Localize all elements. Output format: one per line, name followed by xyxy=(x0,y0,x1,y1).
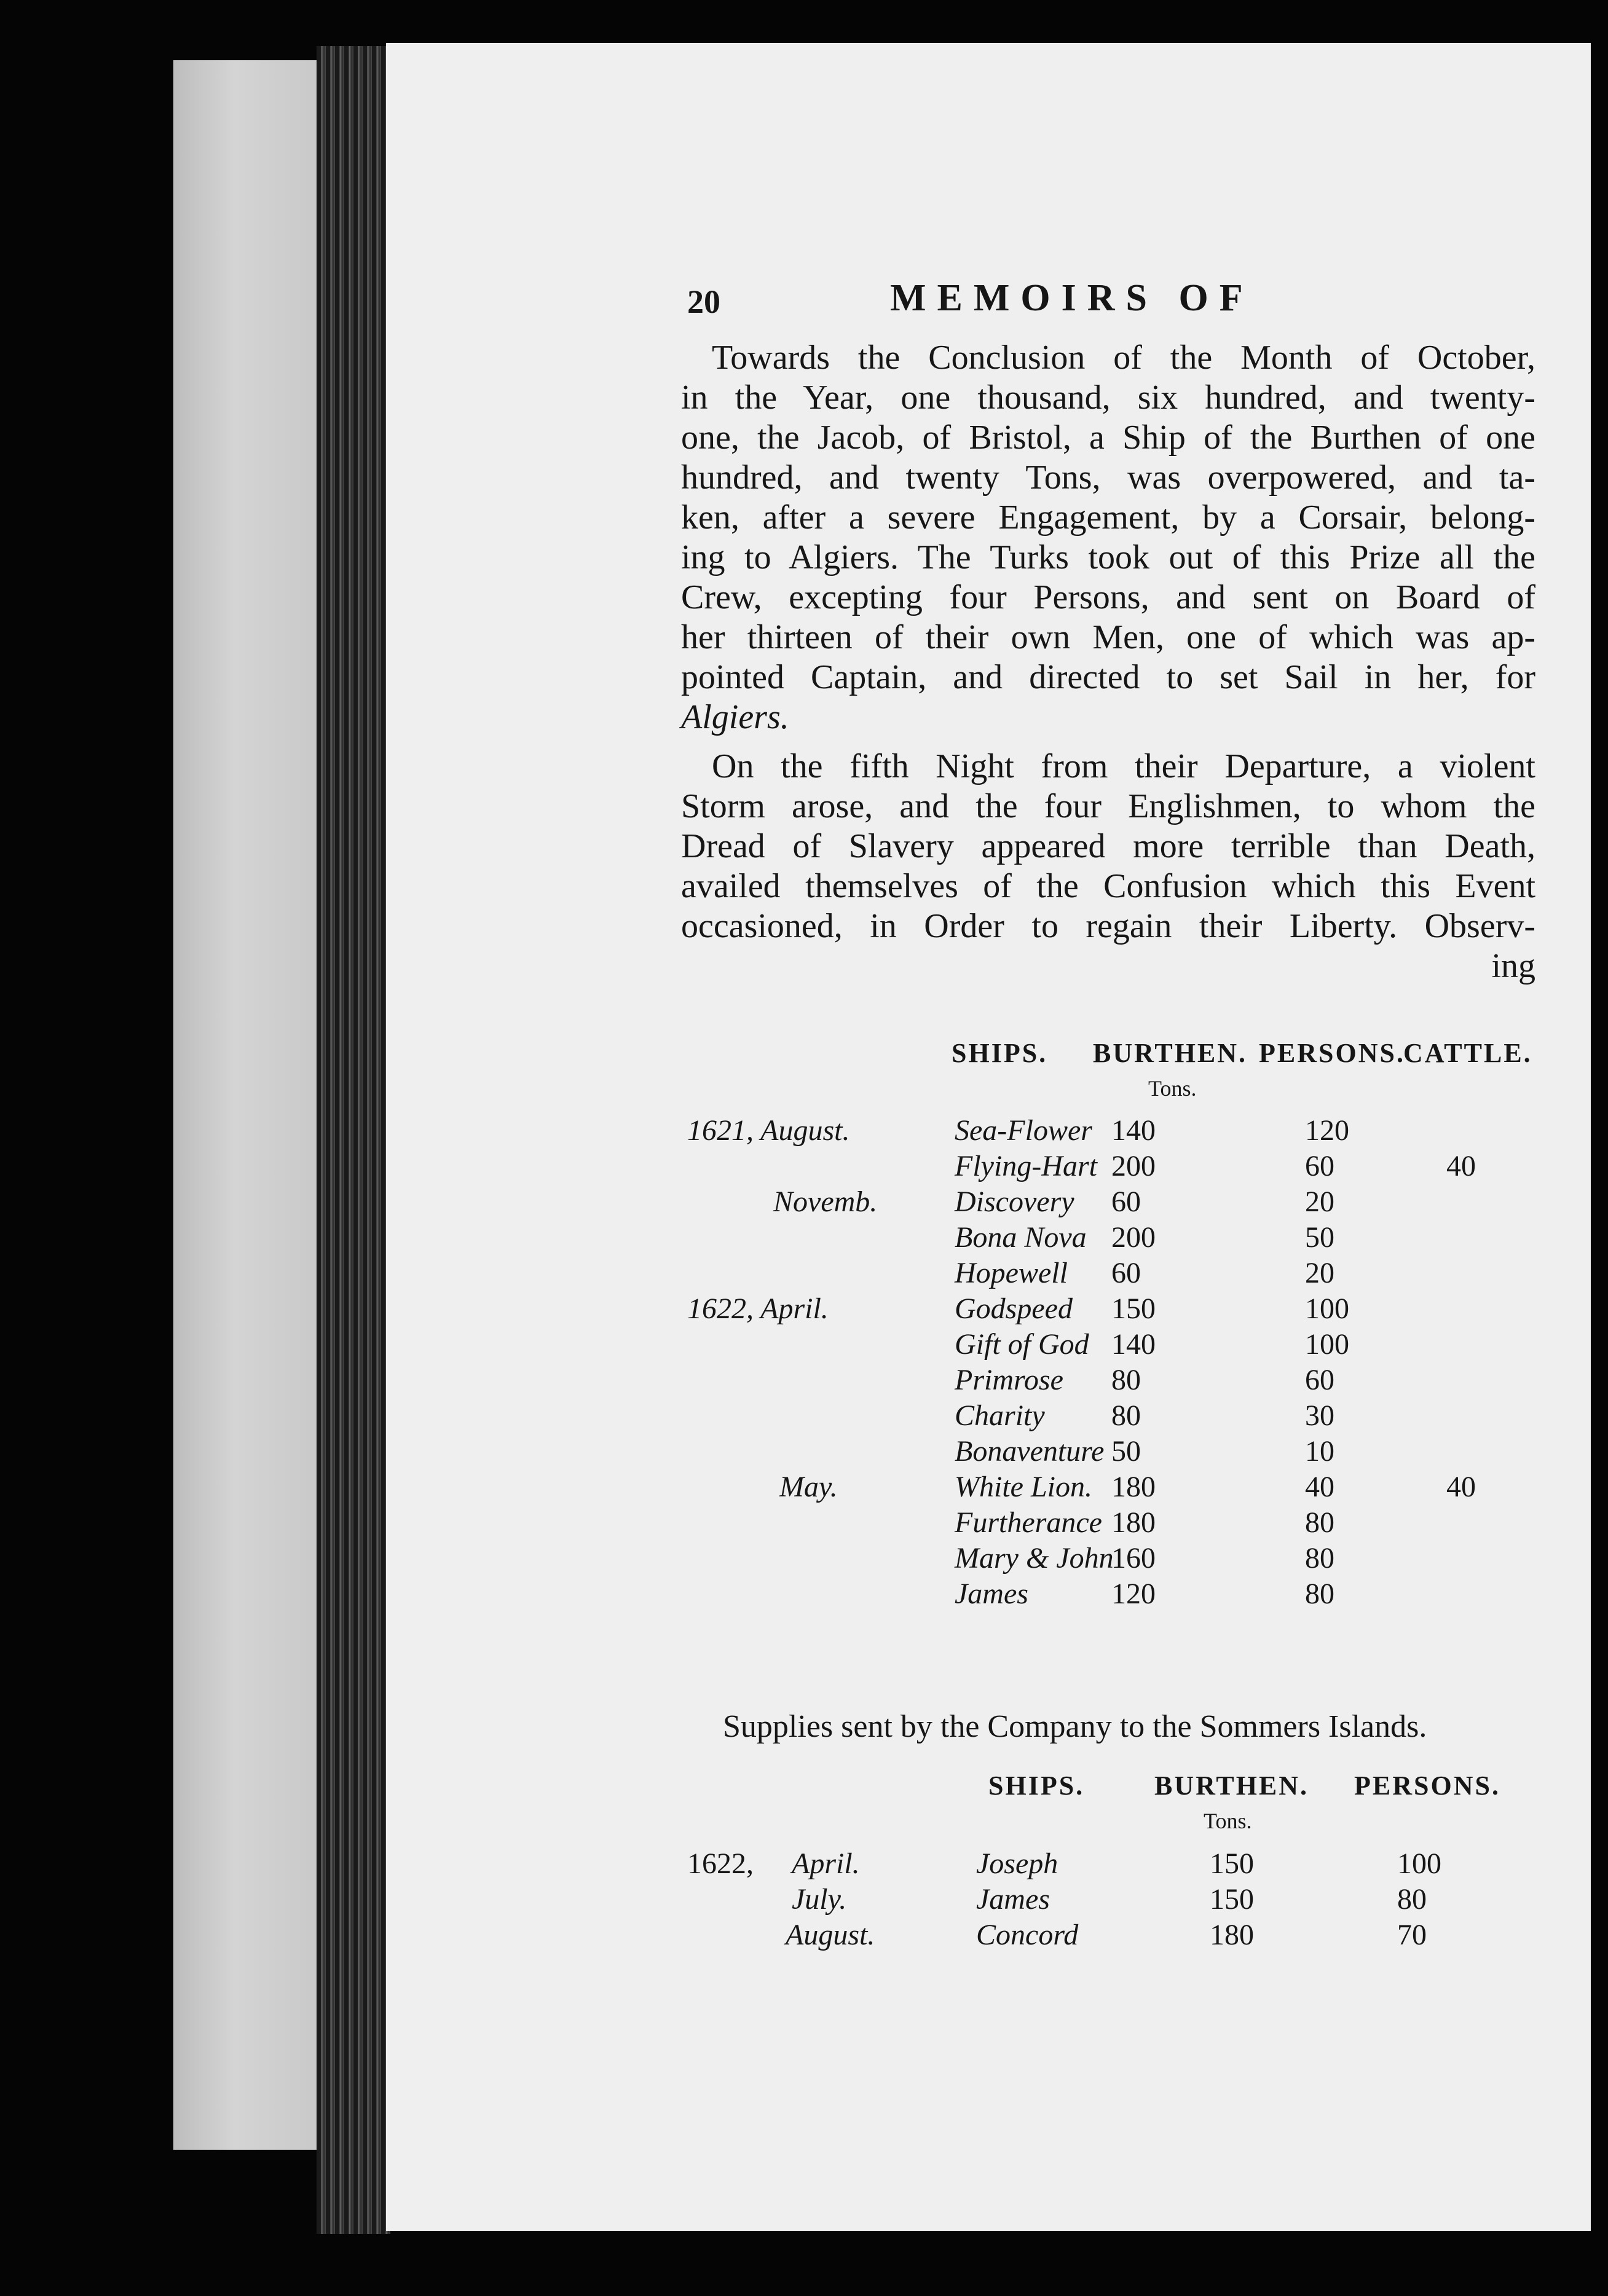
row-persons: 80 xyxy=(1305,1506,1334,1539)
book-page xyxy=(386,43,1591,2231)
row-month: April. xyxy=(792,1847,860,1880)
text-line: On the fifth Night from their Departure, a violent xyxy=(712,747,1535,785)
header-burthen: BURTHEN. xyxy=(1093,1038,1248,1068)
row-ship: Flying-Hart xyxy=(955,1150,1097,1182)
text-line: Crew, excepting four Persons, and sent on Board of xyxy=(681,578,1535,616)
text-line: Dread of Slavery appeared more terrible than Death, xyxy=(681,827,1535,865)
header-ships: SHIPS. xyxy=(988,1771,1085,1801)
book-binding xyxy=(317,46,390,2234)
row-ship: White Lion. xyxy=(955,1471,1092,1503)
row-month: August. xyxy=(786,1919,875,1951)
row-ship: Furtherance xyxy=(955,1506,1102,1539)
row-burthen: 180 xyxy=(1111,1471,1156,1503)
row-burthen: 150 xyxy=(1210,1883,1254,1916)
row-burthen: 50 xyxy=(1111,1435,1141,1468)
row-persons: 80 xyxy=(1397,1883,1427,1916)
row-burthen: 150 xyxy=(1210,1847,1254,1880)
page-number: 20 xyxy=(687,283,720,320)
text-line: Storm arose, and the four Englishmen, to whom the xyxy=(681,787,1535,825)
text-line: ken, after a severe Engagement, by a Corsair, belong- xyxy=(681,498,1535,537)
running-title: MEMOIRS OF xyxy=(890,277,1254,319)
text-line: availed themselves of the Confusion which this Event xyxy=(681,867,1535,905)
row-ship: Sea-Flower xyxy=(955,1114,1092,1147)
row-persons: 40 xyxy=(1305,1471,1334,1503)
row-ship: Charity xyxy=(955,1399,1045,1432)
row-ship: Godspeed xyxy=(955,1292,1073,1325)
row-persons: 30 xyxy=(1305,1399,1334,1432)
row-persons: 60 xyxy=(1305,1364,1334,1396)
row-burthen: 200 xyxy=(1111,1221,1156,1254)
row-persons: 20 xyxy=(1305,1185,1334,1218)
row-ship: Hopewell xyxy=(955,1257,1068,1289)
row-date: 1621, August. xyxy=(687,1114,850,1147)
text-line: one, the Jacob, of Bristol, a Ship of the Burthen of one xyxy=(681,419,1535,457)
header-burthen: BURTHEN. xyxy=(1154,1771,1309,1801)
row-date: May. xyxy=(779,1471,838,1503)
row-burthen: 160 xyxy=(1111,1542,1156,1575)
row-burthen: 200 xyxy=(1111,1150,1156,1182)
page-header xyxy=(386,277,1591,326)
header-tons: Tons. xyxy=(1204,1809,1252,1833)
header-cattle: CATTLE. xyxy=(1403,1038,1532,1068)
row-persons: 70 xyxy=(1397,1919,1427,1951)
row-cattle: 40 xyxy=(1446,1471,1476,1503)
header-persons: PERSONS. xyxy=(1259,1038,1405,1068)
text-line: ing to Algiers. The Turks took out of this Prize all the xyxy=(681,538,1535,576)
row-persons: 100 xyxy=(1397,1847,1441,1880)
row-ship: Mary & John xyxy=(955,1542,1114,1575)
row-ship: James xyxy=(955,1578,1028,1610)
row-burthen: 140 xyxy=(1111,1328,1156,1361)
row-persons: 20 xyxy=(1305,1257,1334,1289)
text-line: her thirteen of their own Men, one of which was ap- xyxy=(681,618,1535,656)
row-persons: 60 xyxy=(1305,1150,1334,1182)
row-persons: 10 xyxy=(1305,1435,1334,1468)
row-year: 1622, xyxy=(687,1847,754,1880)
row-ship: Gift of God xyxy=(955,1328,1089,1361)
row-persons: 100 xyxy=(1305,1292,1349,1325)
text-line: Towards the Conclusion of the Month of October, xyxy=(712,339,1535,377)
row-ship: Joseph xyxy=(976,1847,1058,1880)
row-ship: Bona Nova xyxy=(955,1221,1087,1254)
row-burthen: 80 xyxy=(1111,1399,1141,1432)
text-line: Algiers. xyxy=(681,698,789,736)
facing-page-margin xyxy=(173,60,326,2150)
text-line: pointed Captain, and directed to set Sail in her, for xyxy=(681,658,1535,696)
row-date: Novemb. xyxy=(773,1185,878,1218)
text-line: occasioned, in Order to regain their Liberty. Observ- xyxy=(681,907,1535,945)
header-ships: SHIPS. xyxy=(952,1038,1048,1068)
text-line: ing xyxy=(1491,947,1535,985)
row-month: July. xyxy=(792,1883,847,1916)
row-persons: 80 xyxy=(1305,1578,1334,1610)
row-burthen: 150 xyxy=(1111,1292,1156,1325)
row-ship: Primrose xyxy=(955,1364,1063,1396)
text-line: in the Year, one thousand, six hundred, and twenty- xyxy=(681,379,1535,417)
row-burthen: 80 xyxy=(1111,1364,1141,1396)
row-persons: 100 xyxy=(1305,1328,1349,1361)
row-persons: 50 xyxy=(1305,1221,1334,1254)
text-line: hundred, and twenty Tons, was overpowered, and ta- xyxy=(681,458,1535,497)
row-ship: Bonaventure xyxy=(955,1435,1105,1468)
row-burthen: 140 xyxy=(1111,1114,1156,1147)
row-ship: Concord xyxy=(976,1919,1079,1951)
row-burthen: 120 xyxy=(1111,1578,1156,1610)
supplies-title: Supplies sent by the Company to the Sommers Islands. xyxy=(723,1709,1427,1744)
row-persons: 120 xyxy=(1305,1114,1349,1147)
row-ship: James xyxy=(976,1883,1050,1916)
header-tons: Tons. xyxy=(1148,1076,1197,1101)
row-ship: Discovery xyxy=(955,1185,1074,1218)
row-date: 1622, April. xyxy=(687,1292,829,1325)
row-burthen: 60 xyxy=(1111,1257,1141,1289)
row-burthen: 180 xyxy=(1111,1506,1156,1539)
row-burthen: 60 xyxy=(1111,1185,1141,1218)
header-persons: PERSONS. xyxy=(1354,1771,1500,1801)
row-persons: 80 xyxy=(1305,1542,1334,1575)
row-cattle: 40 xyxy=(1446,1150,1476,1182)
row-burthen: 180 xyxy=(1210,1919,1254,1951)
